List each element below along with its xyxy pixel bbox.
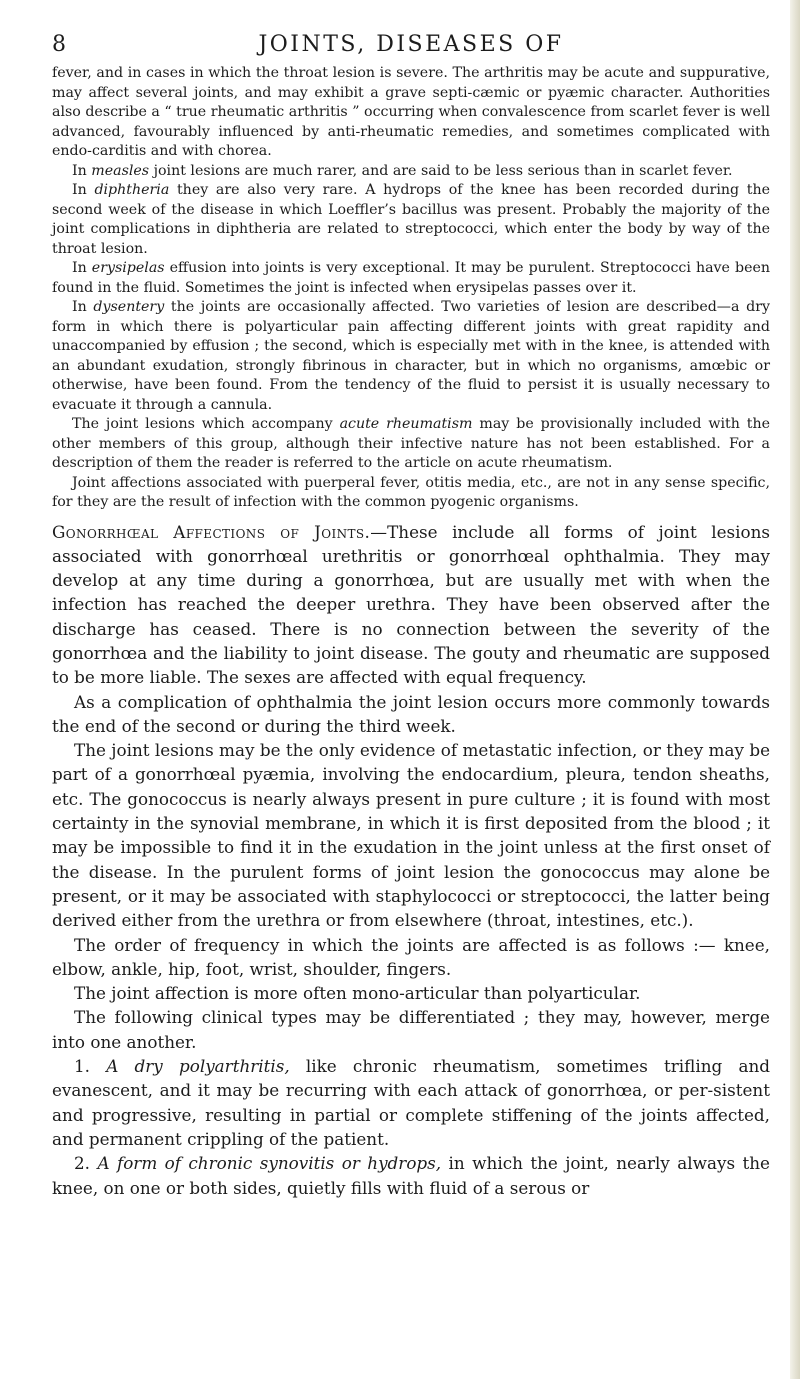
paragraph-measles xyxy=(52,162,770,182)
page-edge-shadow xyxy=(790,0,800,1379)
paragraph-dysentery xyxy=(52,298,770,415)
paragraph-body: in which the joint, nearly always the knee, on one or both sides, quietly fills with fluid of a serous or xyxy=(52,1153,770,1198)
lead-text: In xyxy=(72,182,95,198)
paragraph-gonorrhoeal-intro xyxy=(52,520,770,690)
running-title: JOINTS, DISEASES OF xyxy=(258,32,564,57)
paragraph-body: they are also very rare. A hydrops of the knee has been recorded during the second week of the disease in which Loeffler’s bacillus was present. Probably the majority of the joint complications in diphtheria are related to streptococci, which enter the body by way of the throat lesion. xyxy=(52,182,770,257)
paragraph-body: joint lesions are much rarer, and are said to be less serious than in scarlet fever. xyxy=(149,162,733,179)
paragraph-type-1 xyxy=(52,1054,770,1151)
term-chronic-synovitis: A form of chronic synovitis or hydrops, xyxy=(97,1153,442,1174)
small-print-section xyxy=(52,64,770,513)
term-measles: measles xyxy=(91,162,150,179)
paragraph-body: may be provisionally included with the other members of this group, although their infective nature has not been established. For a description of them the reader is referred to the article on acute rheumatism. xyxy=(52,416,770,471)
paragraph-type-2 xyxy=(52,1151,770,1200)
list-number: 2. xyxy=(74,1153,98,1174)
paragraph-diphtheria xyxy=(52,181,770,259)
section-heading: Gonorrhœal Affections of Joints. xyxy=(52,521,371,542)
book-page xyxy=(52,0,770,1200)
paragraph-body: —These include all forms of joint lesions associated with gonorrhœal urethritis or gonorrhœal ophthalmia. They may develop at any time during a gonorrhœa, but are usually met with when the infection has reached the deeper urethra. They have been observed after the discharge has ceased. There is no connection between the severity of the gonorrhœa and the liability to joint disease. The gouty and rheumatic are supposed to be more liable. The sexes are affected with equal frequency. xyxy=(52,521,771,688)
term-dry-polyarthritis: A dry polyarthritis, xyxy=(106,1056,290,1077)
term-dysentery: dysentery xyxy=(93,299,165,315)
lead-text: In xyxy=(72,162,92,179)
list-number: 1. xyxy=(74,1056,107,1077)
lead-text: In xyxy=(72,260,92,276)
paragraph-clinical-types: The following clinical types may be differentiated ; they may, however, merge into one another. xyxy=(52,1007,770,1052)
paragraph-metastatic-infection: The joint lesions may be the only evidence of metastatic infection, or they may be part of a gonorrhœal pyæmia, involving the endocardium, pleura, tendon sheaths, etc. The gonococcus is nearly always present in pure culture ; it is found with most certainty in the synovial membrane, in which it is first deposited from the blood ; it may be impossible to find it in the exudation in the joint unless at the first onset of the disease. In the purulent forms of joint lesion the gonococcus may alone be present, or it may be associated with staphylococci or streptococci, the latter being derived either from the urethra or from elsewhere (throat, intestines, etc.). xyxy=(52,740,770,931)
paragraph-scarlet-fever: fever, and in cases in which the throat lesion is severe. The arthritis may be acute and suppurative, may affect several joints, and may exhibit a grave septi-cæmic or pyæmic character. Authorities also describe a “ true rheumatic arthritis ” occurring when convalescence from scarlet fever is well advanced, favourably influenced by anti-rheumatic remedies, and sometimes complicated with endo-carditis and with chorea. xyxy=(52,65,770,159)
paragraph-mono-articular: The joint affection is more often mono-articular than polyarticular. xyxy=(74,983,641,1004)
lead-text: In xyxy=(72,299,94,315)
page-number: 8 xyxy=(52,32,67,57)
term-erysipelas: erysipelas xyxy=(91,260,165,276)
term-acute-rheumatism: acute rheumatism xyxy=(339,416,473,432)
paragraph-acute-rheumatism xyxy=(52,415,770,474)
paragraph-body: effusion into joints is very exceptional. It may be purulent. Streptococci have been found in the fluid. Sometimes the joint is infected when erysipelas passes over it. xyxy=(52,260,770,296)
paragraph-ophthalmia: As a complication of ophthalmia the joint lesion occurs more commonly towards the end of the second or during the third week. xyxy=(52,691,770,736)
page-header xyxy=(52,0,770,64)
paragraph-body: the joints are occasionally affected. Two varieties of lesion are described—a dry form in which there is polyarticular pain affecting different joints with great rapidity and unaccompanied by effusion ; the second, which is especially met with in the knee, is attended with an abundant exudation, strongly fibrinous in character, but in which no organisms, amœbic or otherwise, have been found. From the tendency of the fluid to persist it is usually necessary to evacuate it through a cannula. xyxy=(52,299,770,413)
term-diphtheria: diphtheria xyxy=(94,182,170,198)
main-text-section xyxy=(52,520,770,1200)
paragraph-puerperal-fever: Joint affections associated with puerperal fever, otitis media, etc., are not in any sense specific, for they are the result of infection with the common pyogenic organisms. xyxy=(52,474,770,510)
lead-text: The joint lesions which accompany xyxy=(72,416,340,432)
paragraph-order-of-frequency: The order of frequency in which the joints are affected is as follows :— knee, elbow, ankle, hip, foot, wrist, shoulder, fingers. xyxy=(52,934,770,979)
paragraph-body: like chronic rheumatism, sometimes trifling and evanescent, and it may be recurring with each attack of gonorrhœa, or per-sistent and progressive, resulting in partial or complete stiffening of the joints affected, and permanent crippling of the patient. xyxy=(52,1056,771,1149)
paragraph-erysipelas xyxy=(52,259,770,298)
